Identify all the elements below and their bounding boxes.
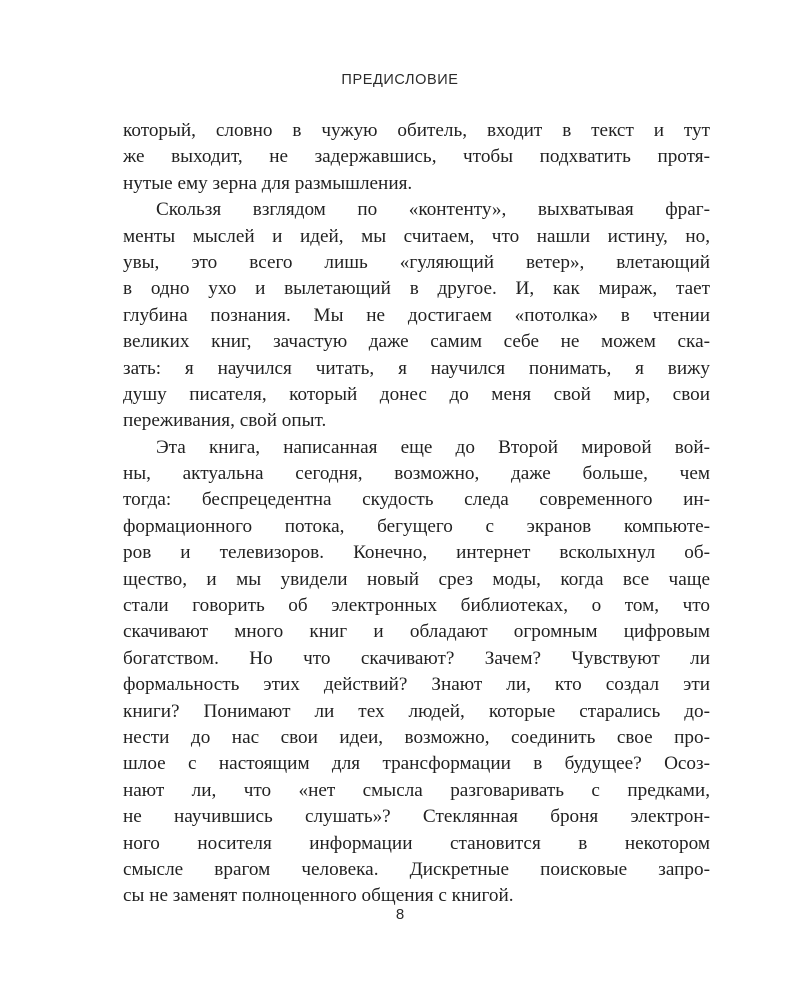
text-line: великих книг, зачастую даже самим себе не можем ска-	[123, 331, 710, 353]
text-line: формационного потока, бегущего с экранов компьюте-	[123, 515, 710, 537]
text-line: ного носителя информации становится в некотором	[123, 832, 710, 854]
text-line: книги? Понимают ли тех людей, которые старались до-	[123, 700, 710, 722]
text-line: менты мыслей и идей, мы считаем, что нашли истину, но,	[123, 225, 710, 247]
text-line: переживания, свой опыт.	[123, 410, 327, 432]
text-line: ны, актуальна сегодня, возможно, даже больше, чем	[123, 463, 710, 485]
text-line: нести до нас свои идеи, возможно, соединить свое про-	[123, 726, 710, 748]
text-line: стали говорить об электронных библиотеках, о том, что	[123, 595, 710, 617]
text-line: душу писателя, который донес до меня свой мир, свои	[123, 383, 710, 405]
text-line: формальность этих действий? Знают ли, кто создал эти	[123, 674, 710, 696]
text-line: смысле врагом человека. Дискретные поисковые запро-	[123, 858, 710, 880]
text-line: в одно ухо и вылетающий в другое. И, как мираж, тает	[123, 278, 710, 300]
text-line: скачивают много книг и обладают огромным цифровым	[123, 621, 710, 643]
text-line: нают ли, что «нет смысла разговаривать с предками,	[123, 779, 710, 801]
text-line: Эта книга, написанная еще до Второй мировой вой-	[156, 436, 710, 458]
text-line: зать: я научился читать, я научился понимать, я вижу	[123, 357, 710, 379]
text-line: увы, это всего лишь «гуляющий ветер», влетающий	[123, 251, 710, 273]
text-line: который, словно в чужую обитель, входит в текст и тут	[123, 120, 710, 141]
text-line: шлое с настоящим для трансформации в будущее? Осоз-	[123, 753, 710, 775]
text-line: Скользя взглядом по «контенту», выхватывая фраг-	[156, 199, 710, 221]
text-line: ров и телевизоров. Конечно, интернет всколыхнул об-	[123, 542, 710, 564]
text-line: тогда: беспрецедентна скудость следа современного ин-	[123, 489, 710, 511]
body-text	[123, 118, 710, 910]
text-line: же выходит, не задержавшись, чтобы подхватить протя-	[123, 146, 710, 168]
text-line: сы не заменят полноценного общения с книгой.	[123, 885, 514, 907]
text-line: щество, и мы увидели новый срез моды, когда все чаще	[123, 568, 710, 590]
text-line: не научившись слушать»? Стеклянная броня электрон-	[123, 806, 710, 828]
text-line: нутые ему зерна для размышления.	[123, 172, 413, 194]
text-line: богатством. Но что скачивают? Зачем? Чувствуют ли	[123, 647, 710, 669]
page-number: 8	[395, 906, 405, 923]
running-head: ПРЕДИСЛОВИЕ	[341, 72, 459, 88]
text-line: глубина познания. Мы не достигаем «потолка» в чтении	[123, 304, 710, 326]
